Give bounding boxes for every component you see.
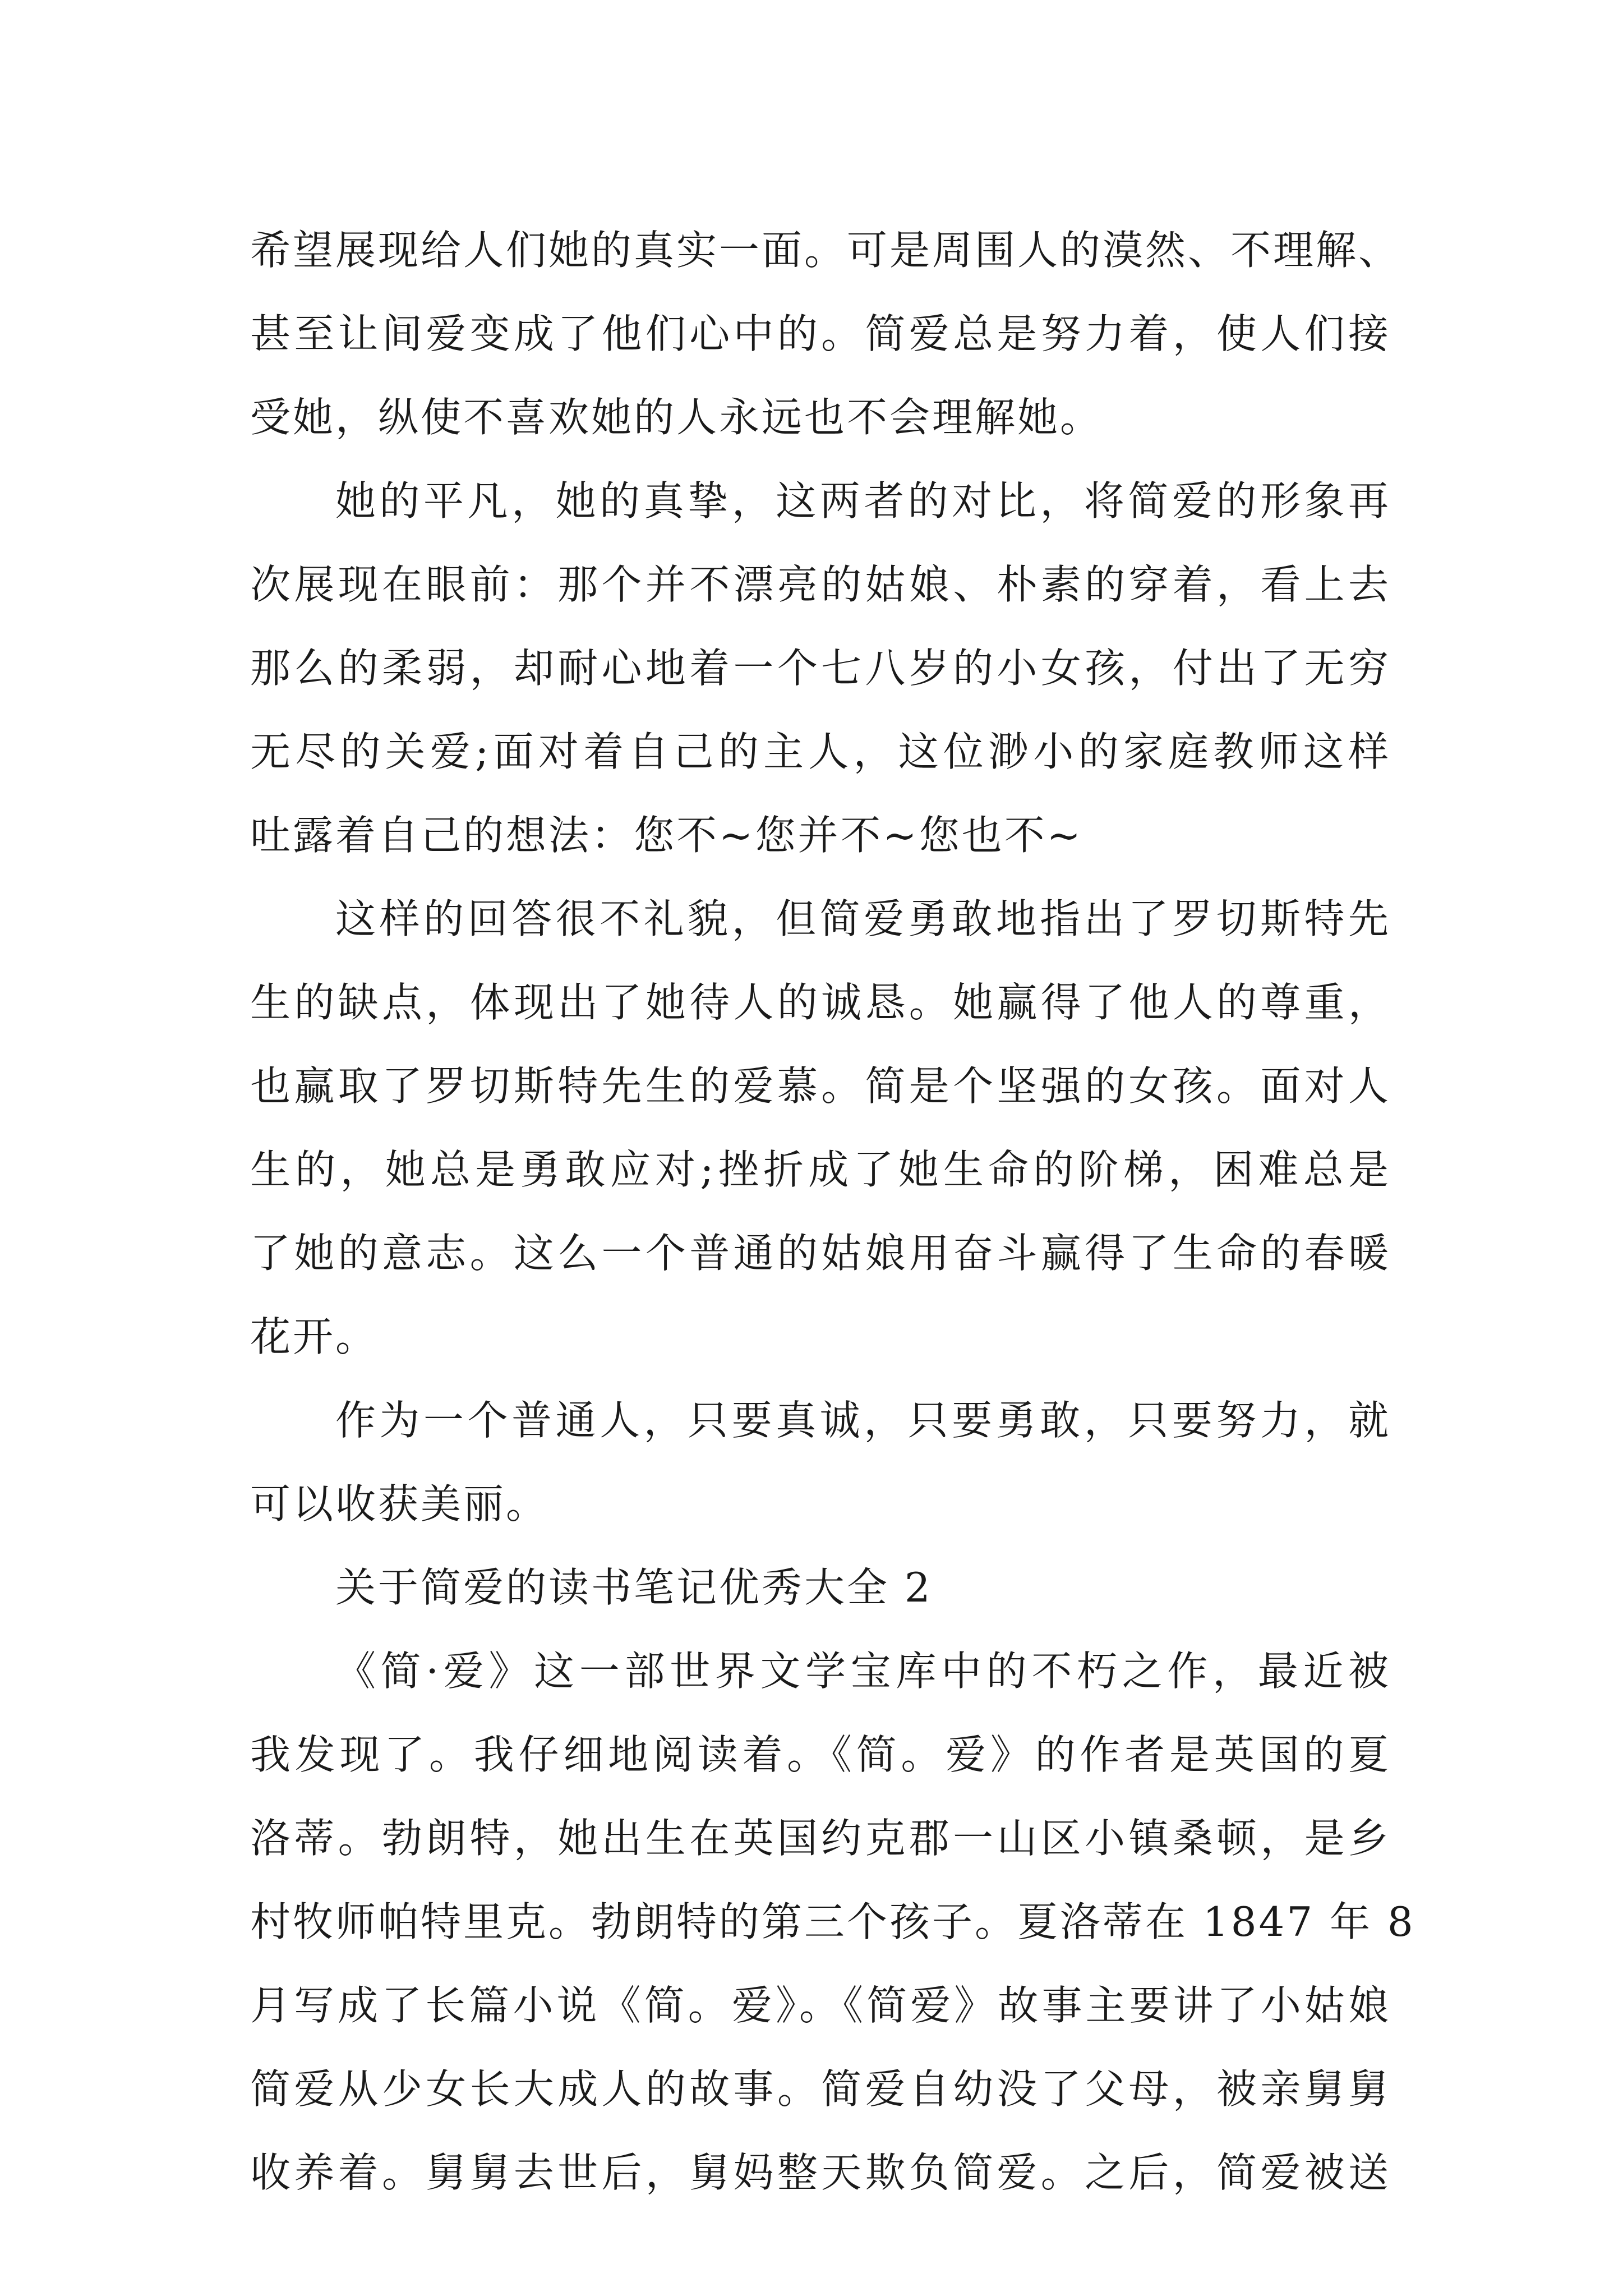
- text-line: 作为一个普通人，只要真诚，只要勇敢，只要努力，就: [335, 1397, 1391, 1444]
- text-line: 简爱从少女长大成人的故事。简爱自幼没了父母，被亲舅舅: [250, 2065, 1391, 2113]
- text-line: 那么的柔弱，却耐心地着一个七八岁的小女孩，付出了无穷: [250, 645, 1391, 692]
- text-line: 次展现在眼前：那个并不漂亮的姑娘、朴素的穿着，看上去: [250, 561, 1391, 608]
- text-line: 生的，她总是勇敢应对;挫折成了她生命的阶梯，困难总是: [250, 1146, 1391, 1193]
- text-line: 收养着。舅舅去世后，舅妈整天欺负简爱。之后，简爱被送: [250, 2149, 1391, 2196]
- text-line: 我发现了。我仔细地阅读着。《简。爱》的作者是英国的夏: [250, 1731, 1391, 1778]
- text-line: 可以收获美丽。: [250, 1480, 549, 1527]
- text-line: 受她，纵使不喜欢她的人永远也不会理解她。: [250, 394, 1103, 441]
- text-line: 甚至让间爱变成了他们心中的。简爱总是努力着，使人们接: [250, 310, 1391, 357]
- text-line: 这样的回答很不礼貌，但简爱勇敢地指出了罗切斯特先: [335, 895, 1391, 942]
- text-line: 无尽的关爱;面对着自己的主人，这位渺小的家庭教师这样: [250, 728, 1391, 775]
- text-line: 吐露着自己的想法：您不~您并不~您也不~: [250, 812, 1083, 859]
- text-line: 了她的意志。这么一个普通的姑娘用奋斗赢得了生命的春暖: [250, 1230, 1391, 1277]
- text-line: 她的平凡，她的真挚，这两者的对比，将简爱的形象再: [335, 477, 1391, 524]
- text-line: 希望展现给人们她的真实一面。可是周围人的漠然、不理解、: [250, 227, 1401, 274]
- text-line: 花开。: [250, 1313, 379, 1360]
- text-line: 洛蒂。勃朗特，她出生在英国约克郡一山区小镇桑顿，是乡: [250, 1815, 1391, 1862]
- document-body: [250, 209, 1415, 2215]
- text-line: 生的缺点，体现出了她待人的诚恳。她赢得了他人的尊重，: [250, 979, 1391, 1026]
- text-line: 月写成了长篇小说《简。爱》。《简爱》故事主要讲了小姑娘: [250, 1982, 1391, 2029]
- text-line: 也赢取了罗切斯特先生的爱慕。简是个坚强的女孩。面对人: [250, 1062, 1391, 1110]
- text-line: 《简·爱》这一部世界文学宝库中的不朽之作，最近被: [335, 1648, 1391, 1695]
- text-line: 关于简爱的读书笔记优秀大全 2: [335, 1564, 933, 1611]
- text-line: 村牧师帕特里克。勃朗特的第三个孩子。夏洛蒂在 1847 年 8: [250, 1898, 1415, 1945]
